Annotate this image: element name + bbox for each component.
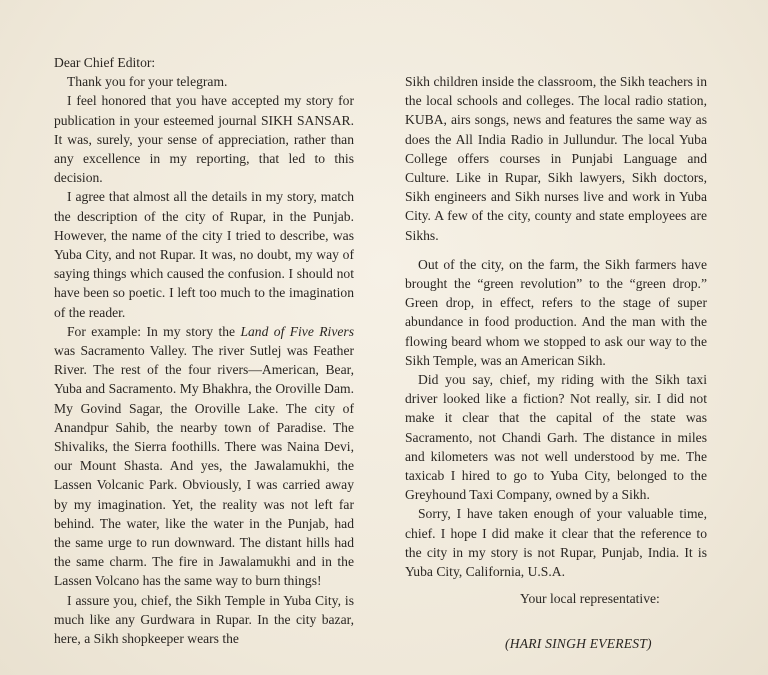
signoff: Your local representative: bbox=[520, 591, 660, 607]
paragraph-children: Sikh children inside the classroom, the Sikh teachers in the local schools and colleges. The local radio station, KUBA, airs songs, news and features the same way as does the All India Radio in Jullundur. The local Yuba College offers courses in Punjabi Language and Culture. Like in Rupar, Sikh lawyers, Sikh doctors, Sikh engineers and Sikh nurses live and work in Yuba City. A few of the city, county and state employees are Sikhs. bbox=[405, 74, 707, 243]
example-suffix: was Sacramento Valley. The river Sutlej was Feather River. The rest of the four rivers—American, Bear, Yuba and Sacramento. My Bhakhra, the Oroville Dam. My Govind Sagar, the Oroville Lake. The city of Anandpur Sahib, the nearby town of Paradise. The Shivaliks, the Sierra foothills. There was Naina Devi, our Mount Shasta. And yes, the Jawalamukhi, the Lassen Volcanic Park. Obviously, I was carried away by my imagination. Yet, the reality was not left far behind. The water, like the water in the Punjab, had the same urge to run downward. The distant hills had the same charm. The fire in Jawalamukhi and in the Lassen Volcano has the same way to burn things! bbox=[54, 343, 354, 589]
right-column bbox=[405, 72, 707, 654]
paragraph-taxi: Did you say, chief, my riding with the Sikh taxi driver looked like a fiction? Not really, sir. I did not make it clear that the capital of the state was Sacramento, not Chandi Garh. The distance in miles and kilometers was not well understood by me. The taxicab I hired to go to Yuba City, belonged to the Greyhound Taxi Company, owned by a Sikh. bbox=[405, 372, 707, 503]
paragraph-agree: I agree that almost all the details in my story, match the description of the city of Rupar, in the Punjab. However, the name of the city I tried to describe, was Yuba City, and not Rupar. It was, no doubt, my way of saying things which caused the confusion. I should not have been so poetic. I left too much to the imagination of the reader. bbox=[54, 189, 354, 320]
paragraph-assure: I assure you, chief, the Sikh Temple in Yuba City, is much like any Gurdwara in Rupar. In the city bazar, here, a Sikh shopkeeper wears the bbox=[54, 592, 354, 647]
left-column bbox=[54, 53, 354, 648]
paragraph-sorry: Sorry, I have taken enough of your valuable time, chief. I hope I did make it clear that the reference to the city in my story is not Rupar, Punjab, India. It is Yuba City, California, U.S.A. bbox=[405, 506, 707, 580]
example-prefix: For example: In my story the bbox=[67, 323, 241, 339]
salutation: Dear Chief Editor: bbox=[54, 55, 156, 70]
paragraph-thanks: Thank you for your telegram. bbox=[67, 74, 228, 90]
paragraph-example bbox=[54, 322, 354, 591]
paragraph-farm: Out of the city, on the farm, the Sikh farmers have brought the “green revolution” to the “green drop.” Green drop, in effect, refers to the stage of super abundance in food production. And the man with the flowing beard whom we stopped to ask our way to the Sikh Temple, was an American Sikh. bbox=[405, 256, 707, 368]
paragraph-honored: I feel honored that you have accepted my story for publication in your esteemed journal SIKH SANSAR. It was, surely, your sense of appreciation, rather than any excellence in my reporting, that led to this decision. bbox=[54, 93, 354, 186]
signature: (HARI SINGH EVEREST) bbox=[505, 636, 652, 652]
story-title: Land of Five Rivers bbox=[240, 323, 354, 339]
